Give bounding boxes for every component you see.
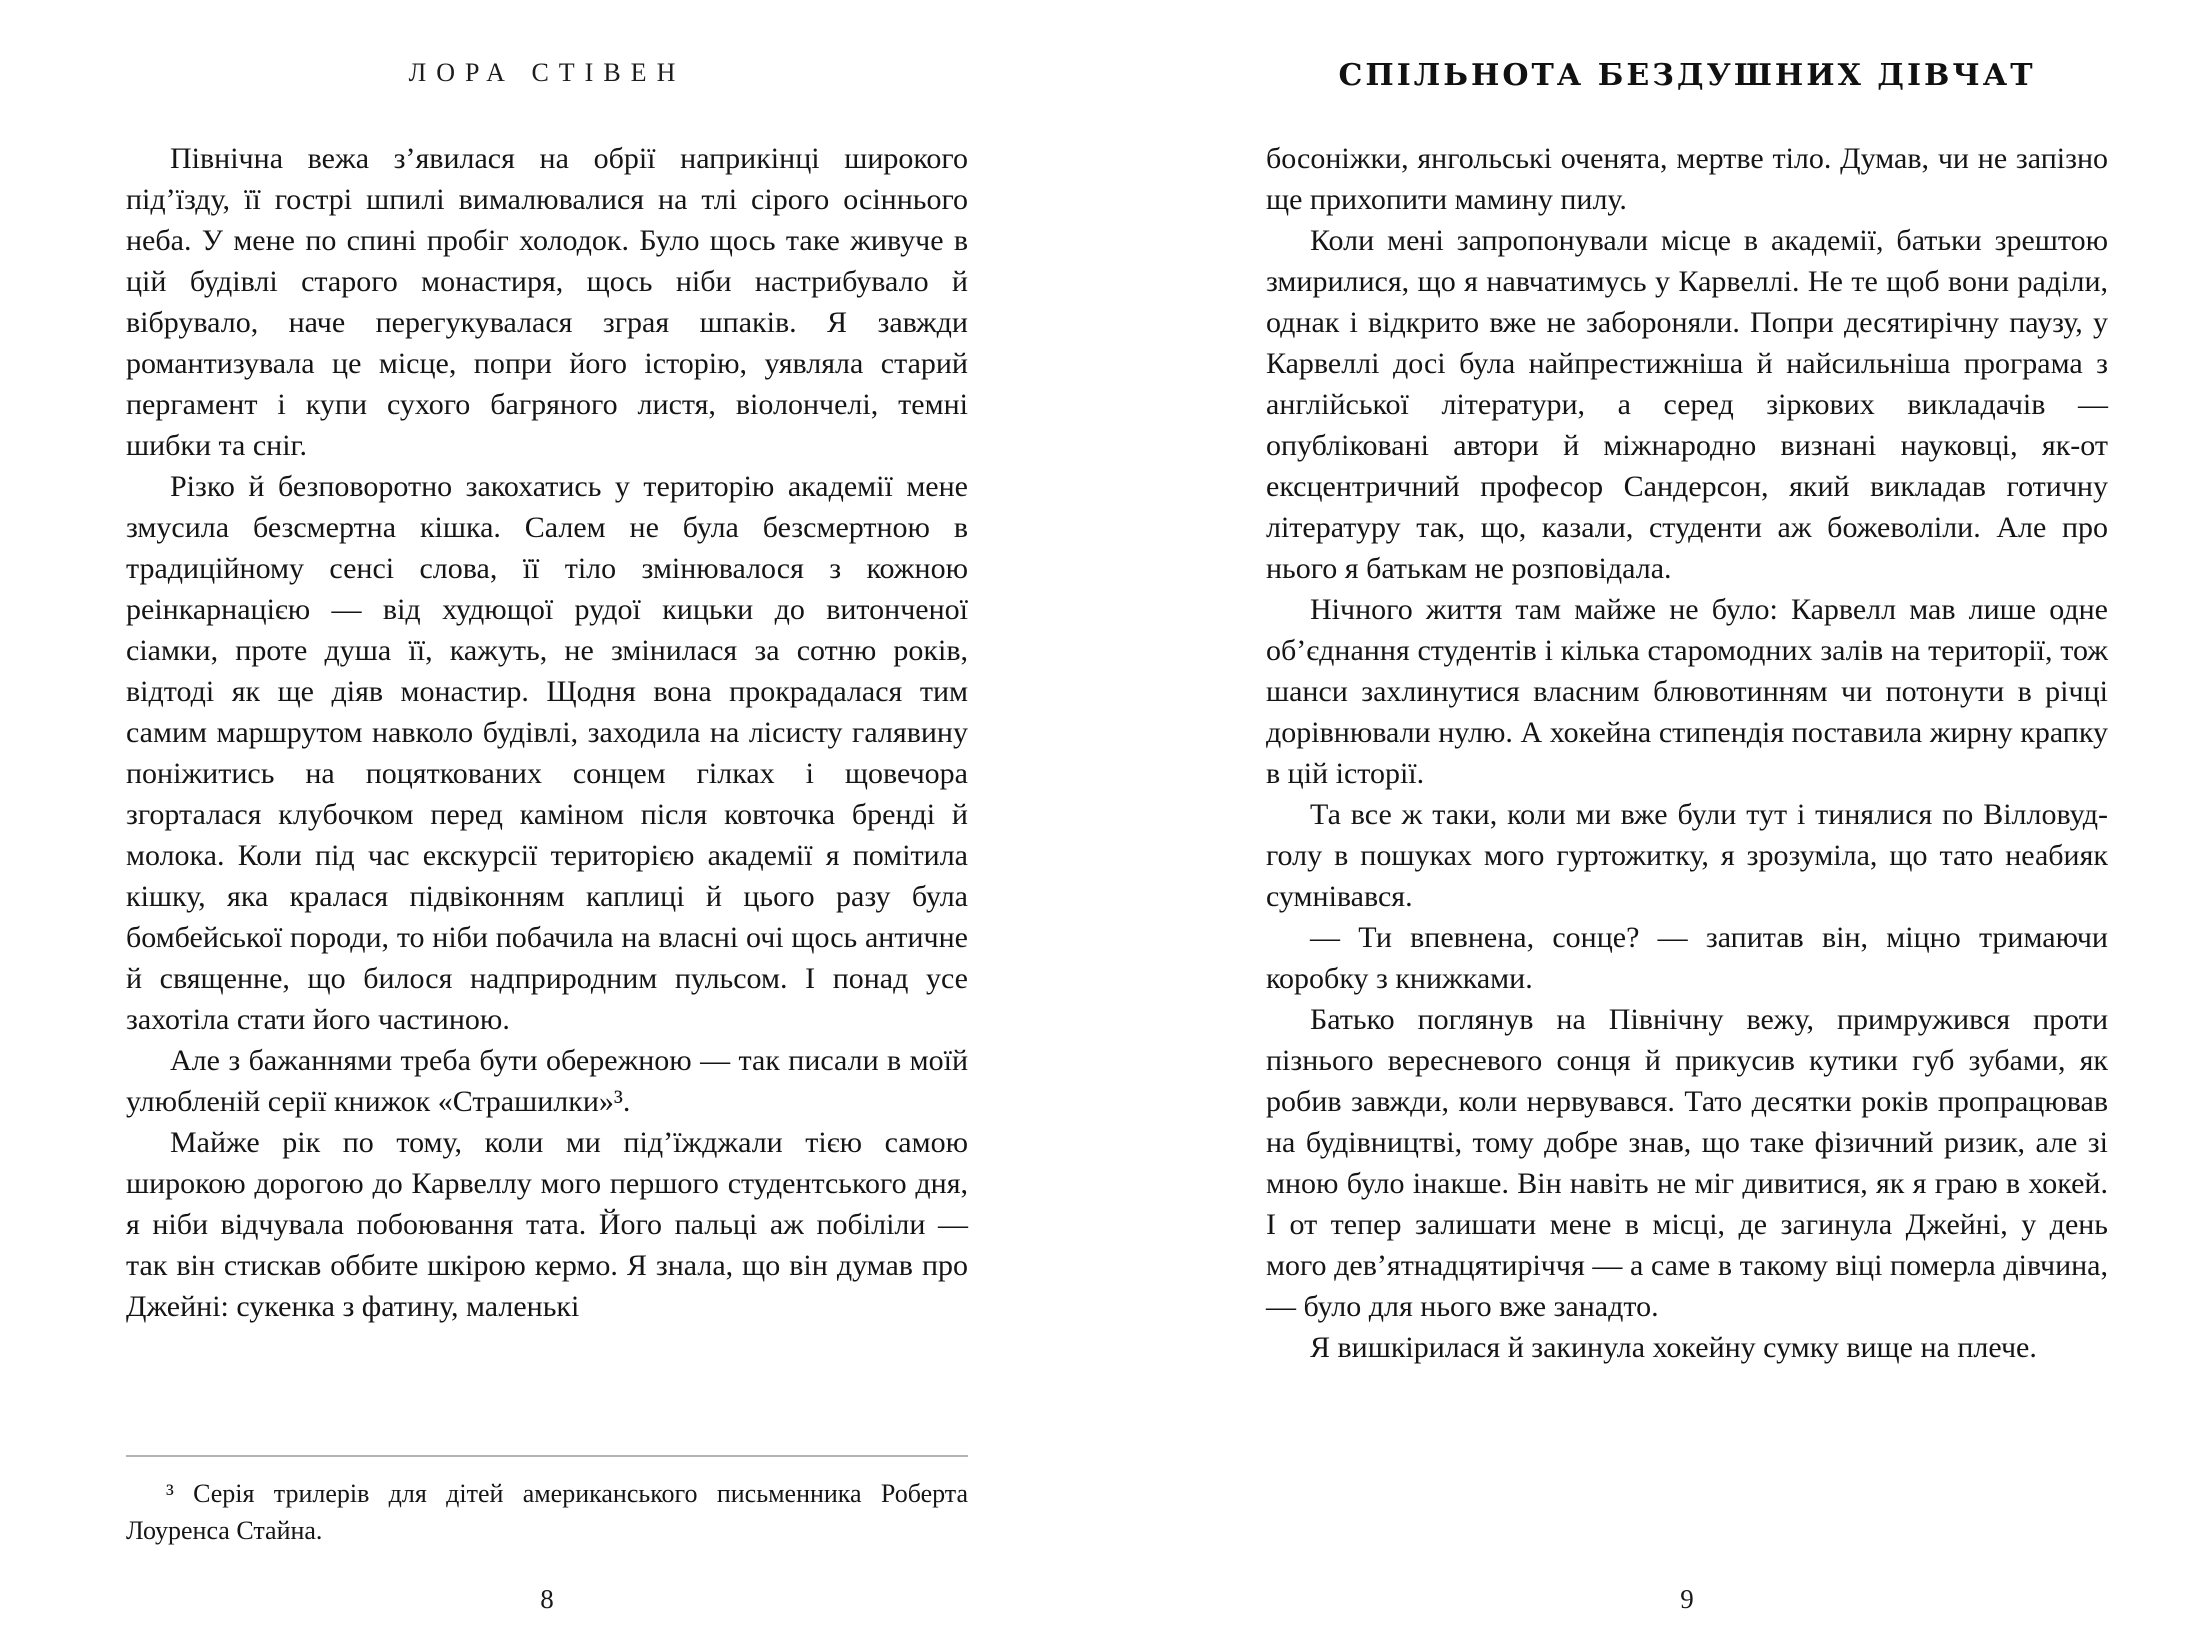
paragraph: Але з бажаннями треба бути обережною — так писали в моїй улюбленій серії книжок «Страшилки»³. bbox=[126, 1044, 968, 1118]
footnote-area bbox=[126, 1455, 968, 1549]
paragraph: Та все ж таки, коли ми вже були тут і тинялися по Вілловуд-голу в пошуках мого гуртожитку, я зрозуміла, що тато неабияк сумнівався. bbox=[1266, 798, 2108, 913]
paragraph: Я вишкірилася й закинула хокейну сумку вище на плече. bbox=[1310, 1331, 2037, 1364]
left-text-block bbox=[126, 138, 968, 1327]
page-number-right: 9 bbox=[1680, 1584, 1694, 1614]
footnote-divider bbox=[126, 1455, 968, 1457]
footnote-text: ³ Серія трилерів для дітей американського письменника Роберта Лоуренса Стайна. bbox=[126, 1479, 968, 1545]
paragraph: Коли мені запропонували місце в академії, батьки зрештою змирилися, що я навчатимусь у Карвеллі. Не те щоб вони раділи, однак і відкрито вже не забороняли. Попри десятирічну паузу, у Карвеллі досі була найпрестижніша й найсильніша програма з англійської літератури, а серед зіркових викладачів — опубліковані автори й міжнародно визнані науковці, як-от ексцентричний професор Сандерсон, який викладав готичну літературу так, що, казали, студенти аж божеволіли. Але про нього я батькам не розповідала. bbox=[1266, 224, 2108, 585]
page-number-left: 8 bbox=[540, 1584, 554, 1614]
paragraph: Різко й безповоротно закохатись у територію академії мене змусила безсмертна кішка. Салем не була безсмертною в традиційному сенсі слова, її тіло змінювалося з кожною реінкарнацією — від худющої рудої кицьки до витонченої сіамки, проте душа її, кажуть, не змінилася за сотню років, відтоді як ще діяв монастир. Щодня вона прокрадалася тим самим маршрутом навколо будівлі, заходила на лісисту галявину поніжитись на поцяткованих сонцем гілках і щовечора згорталася клубочком перед каміном після ковточка бренді й молока. Коли під час екскурсії територією академії я помітила кішку, яка кралася підвіконням каплиці й цього разу була бомбейської породи, то ніби побачила на власні очі щось античне й священне, що билося надприродним пульсом. І понад усе захотіла стати його частиною. bbox=[126, 470, 968, 1036]
paragraph: Батько поглянув на Північну вежу, примружився проти пізнього вересневого сонця й прикусив кутики губ зубами, як робив завжди, коли нервувався. Тато десятки років пропрацював на будівництві, тому добре знав, що таке фізичний ризик, але зі мною було інакше. Він навіть не міг дивитися, як я граю в хокей. І от тепер залишати мене в місці, де загинула Джейні, у день мого дев’ятнадцятиріччя — а саме в такому віці померла дівчина, — було для нього вже занадто. bbox=[1266, 1003, 2108, 1323]
paragraph: Північна вежа з’явилася на обрії наприкінці широкого під’їзду, її гострі шпилі вималювалися на тлі сірого осіннього неба. У мене по спині пробіг холодок. Було щось таке живуче в цій будівлі старого монастиря, щось ніби настрибувало й вібрувало, наче перегукувалася зграя шпаків. Я завжди романтизувала це місце, попри його історію, уявляла старий пергамент і купи сухого багряного листя, віолончелі, темні шибки та сніг. bbox=[126, 142, 968, 462]
paragraph: Майже рік по тому, коли ми під’їжджали тією самою широкою дорогою до Карвеллу мого першого студентського дня, я ніби відчувала побоювання тата. Його пальці аж побіліли — так він стискав оббите шкірою кермо. Я знала, що він думав про Джейні: сукенка з фатину, маленькі bbox=[126, 1126, 968, 1323]
right-text-block bbox=[1266, 138, 2108, 1368]
right-page bbox=[1266, 0, 2108, 1650]
paragraph: босоніжки, янгольські оченята, мертве тіло. Думав, чи не запізно ще прихопити мамину пилу. bbox=[1266, 142, 2108, 216]
running-head-book-title: СПІЛЬНОТА БЕЗДУШНИХ ДІВЧАТ bbox=[1338, 58, 2036, 93]
running-head-author: ЛОРА СТІВЕН bbox=[408, 58, 686, 87]
left-page bbox=[126, 0, 968, 1650]
paragraph: — Ти впевнена, сонце? — запитав він, міцно тримаючи коробку з книжками. bbox=[1266, 921, 2108, 995]
paragraph: Нічного життя там майже не було: Карвелл мав лише одне об’єднання студентів і кілька старомодних залів на території, тож шанси захлинутися власним блювотинням чи потонути в річці дорівнювали нулю. А хокейна стипендія поставила жирну крапку в цій історії. bbox=[1266, 593, 2108, 790]
